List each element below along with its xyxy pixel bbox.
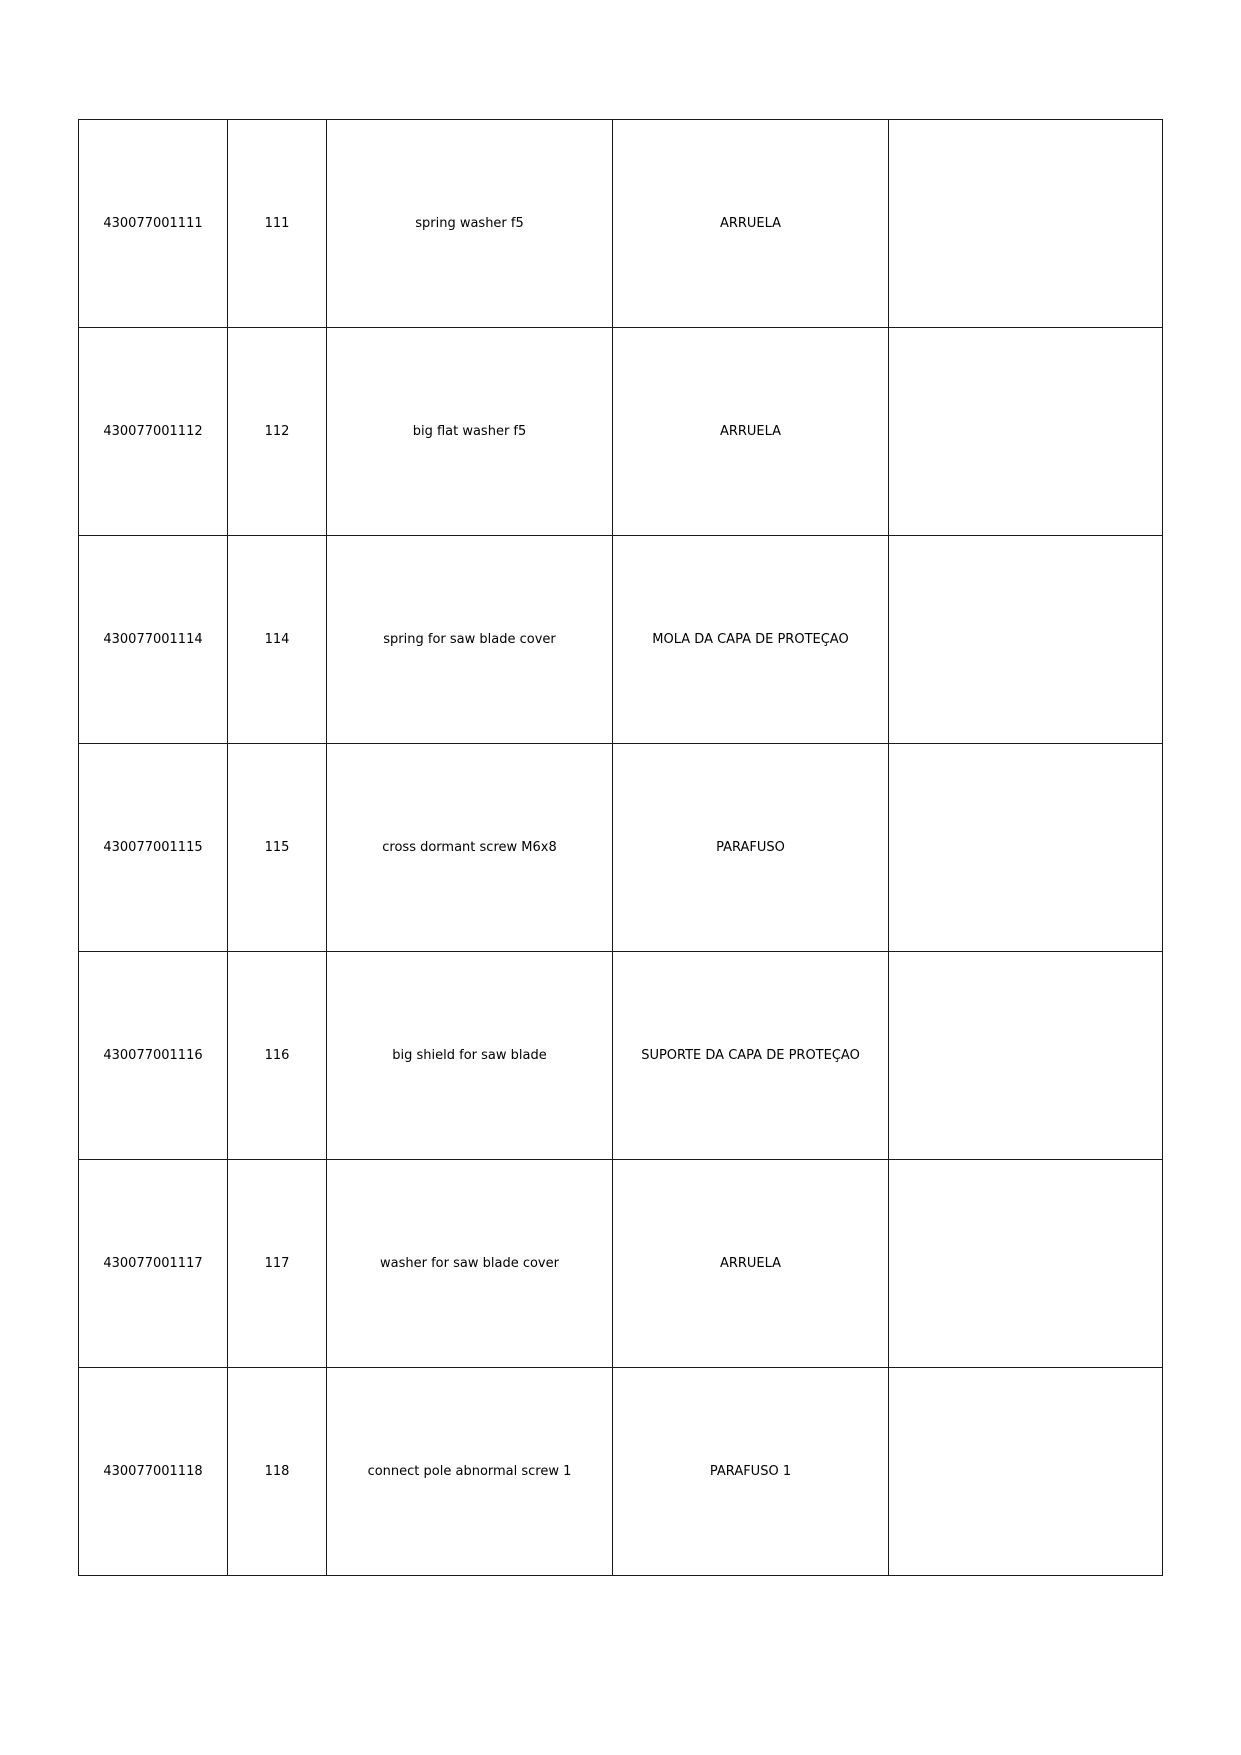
- part-code-cell: 430077001112: [79, 328, 228, 536]
- part-code-cell: 430077001116: [79, 952, 228, 1160]
- position-cell: 114: [228, 536, 327, 744]
- table-row: [79, 328, 1163, 536]
- empty-cell: [889, 328, 1163, 536]
- description-en-cell: big shield for saw blade: [327, 952, 613, 1160]
- table-row: [79, 536, 1163, 744]
- position-cell: 115: [228, 744, 327, 952]
- position-cell: 112: [228, 328, 327, 536]
- description-en-cell: washer for saw blade cover: [327, 1160, 613, 1368]
- position-cell: 118: [228, 1368, 327, 1576]
- description-en-cell: big flat washer f5: [327, 328, 613, 536]
- empty-cell: [889, 952, 1163, 1160]
- description-pt-cell: ARRUELA: [613, 120, 889, 328]
- description-en-cell: connect pole abnormal screw 1: [327, 1368, 613, 1576]
- position-cell: 117: [228, 1160, 327, 1368]
- description-pt-cell: ARRUELA: [613, 328, 889, 536]
- part-code-cell: 430077001115: [79, 744, 228, 952]
- position-cell: 116: [228, 952, 327, 1160]
- empty-cell: [889, 1160, 1163, 1368]
- part-code-cell: 430077001118: [79, 1368, 228, 1576]
- empty-cell: [889, 744, 1163, 952]
- empty-cell: [889, 1368, 1163, 1576]
- table-row: [79, 952, 1163, 1160]
- part-code-cell: 430077001111: [79, 120, 228, 328]
- table-row: [79, 1160, 1163, 1368]
- empty-cell: [889, 120, 1163, 328]
- description-pt-cell: SUPORTE DA CAPA DE PROTEÇAO: [613, 952, 889, 1160]
- description-en-cell: cross dormant screw M6x8: [327, 744, 613, 952]
- description-en-cell: spring washer f5: [327, 120, 613, 328]
- part-code-cell: 430077001117: [79, 1160, 228, 1368]
- table-row: [79, 744, 1163, 952]
- description-pt-cell: PARAFUSO: [613, 744, 889, 952]
- part-code-cell: 430077001114: [79, 536, 228, 744]
- description-en-cell: spring for saw blade cover: [327, 536, 613, 744]
- table-row: [79, 120, 1163, 328]
- description-pt-cell: PARAFUSO 1: [613, 1368, 889, 1576]
- parts-table: [78, 119, 1163, 1576]
- position-cell: 111: [228, 120, 327, 328]
- empty-cell: [889, 536, 1163, 744]
- description-pt-cell: ARRUELA: [613, 1160, 889, 1368]
- table-row: [79, 1368, 1163, 1576]
- description-pt-cell: MOLA DA CAPA DE PROTEÇAO: [613, 536, 889, 744]
